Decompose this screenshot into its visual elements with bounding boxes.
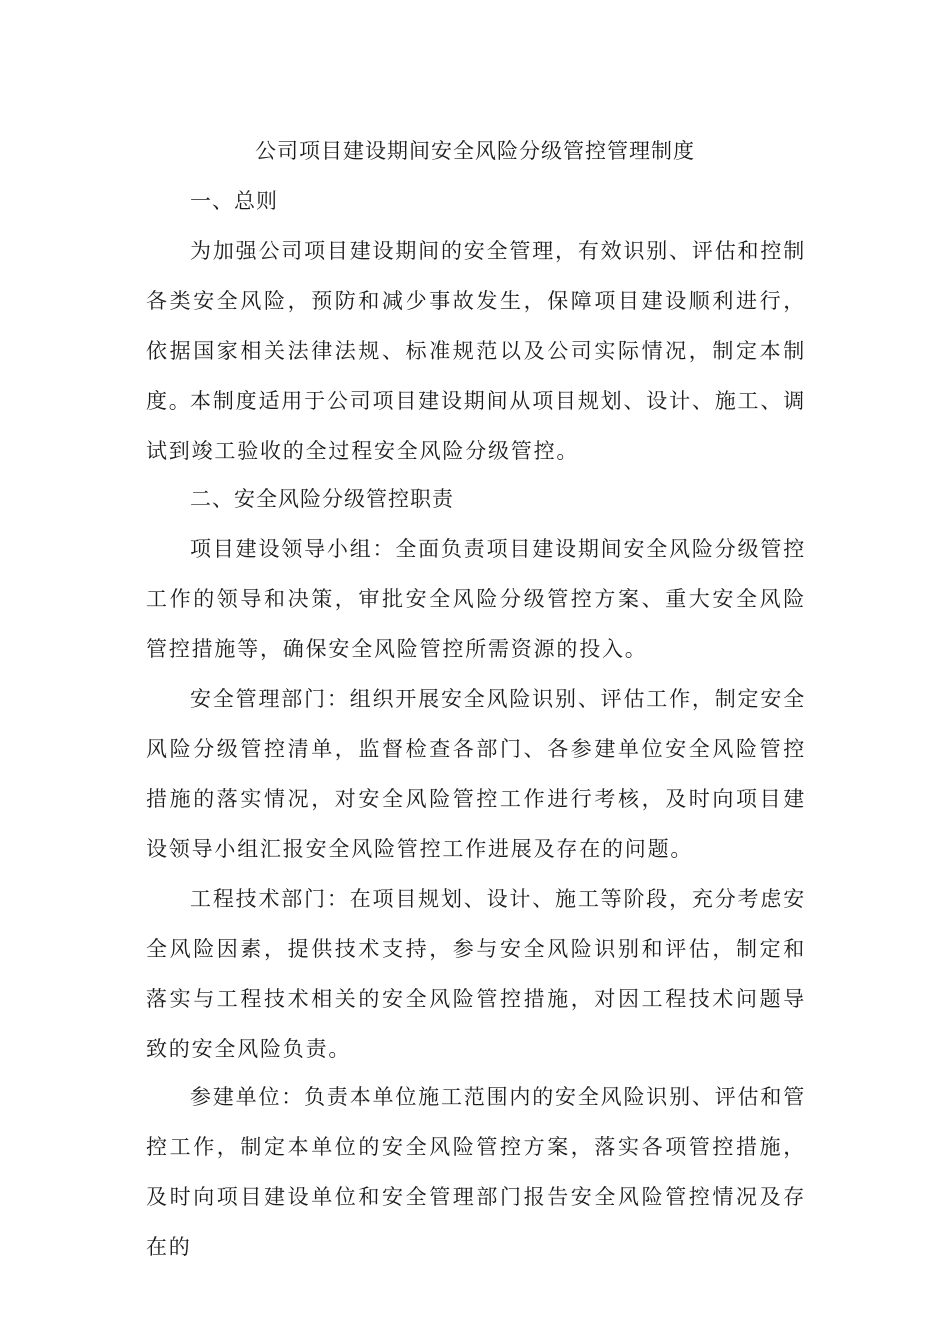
paragraph-safety-department: 安全管理部门：组织开展安全风险识别、评估工作，制定安全风险分级管控清单，监督检查各部门、各参建单位安全风险管控措施的落实情况，对安全风险管控工作进行考核，及时向项目建设领导小组汇报安全风险管控工作进展及存在的问题。	[146, 687, 806, 861]
paragraph-scope: 本制度适用于公司项目建设期间从项目规划、设计、施工、调试到竣工验收的全过程安全风险分级管控。	[146, 389, 806, 463]
paragraph-leadership-group: 项目建设领导小组：全面负责项目建设期间安全风险分级管控工作的领导和决策，审批安全风险分级管控方案、重大安全风险管控措施等，确保安全风险管控所需资源的投入。	[146, 537, 806, 661]
paragraph-engineering-department: 工程技术部门：在项目规划、设计、施工等阶段，充分考虑安全风险因素，提供技术支持，参与安全风险识别和评估，制定和落实与工程技术相关的安全风险管控措施，对因工程技术问题导致的安全风险负责。	[146, 887, 806, 1061]
paragraph-participating-units: 参建单位：负责本单位施工范围内的安全风险识别、评估和管控工作，制定本单位的安全风险管控方案，落实各项管控措施，及时向项目建设单位和安全管理部门报告安全风险管控情况及存在的	[146, 1085, 806, 1259]
section-heading-responsibilities: 二、安全风险分级管控职责	[190, 487, 454, 511]
section-heading-general: 一、总则	[190, 189, 278, 213]
paragraph-purpose: 为加强公司项目建设期间的安全管理，有效识别、评估和控制各类安全风险，预防和减少事故发生，保障项目建设顺利进行，依据国家相关法律法规、标准规范以及公司实际情况，制定本制度。	[146, 239, 806, 413]
document-title: 公司项目建设期间安全风险分级管控管理制度	[255, 139, 695, 163]
